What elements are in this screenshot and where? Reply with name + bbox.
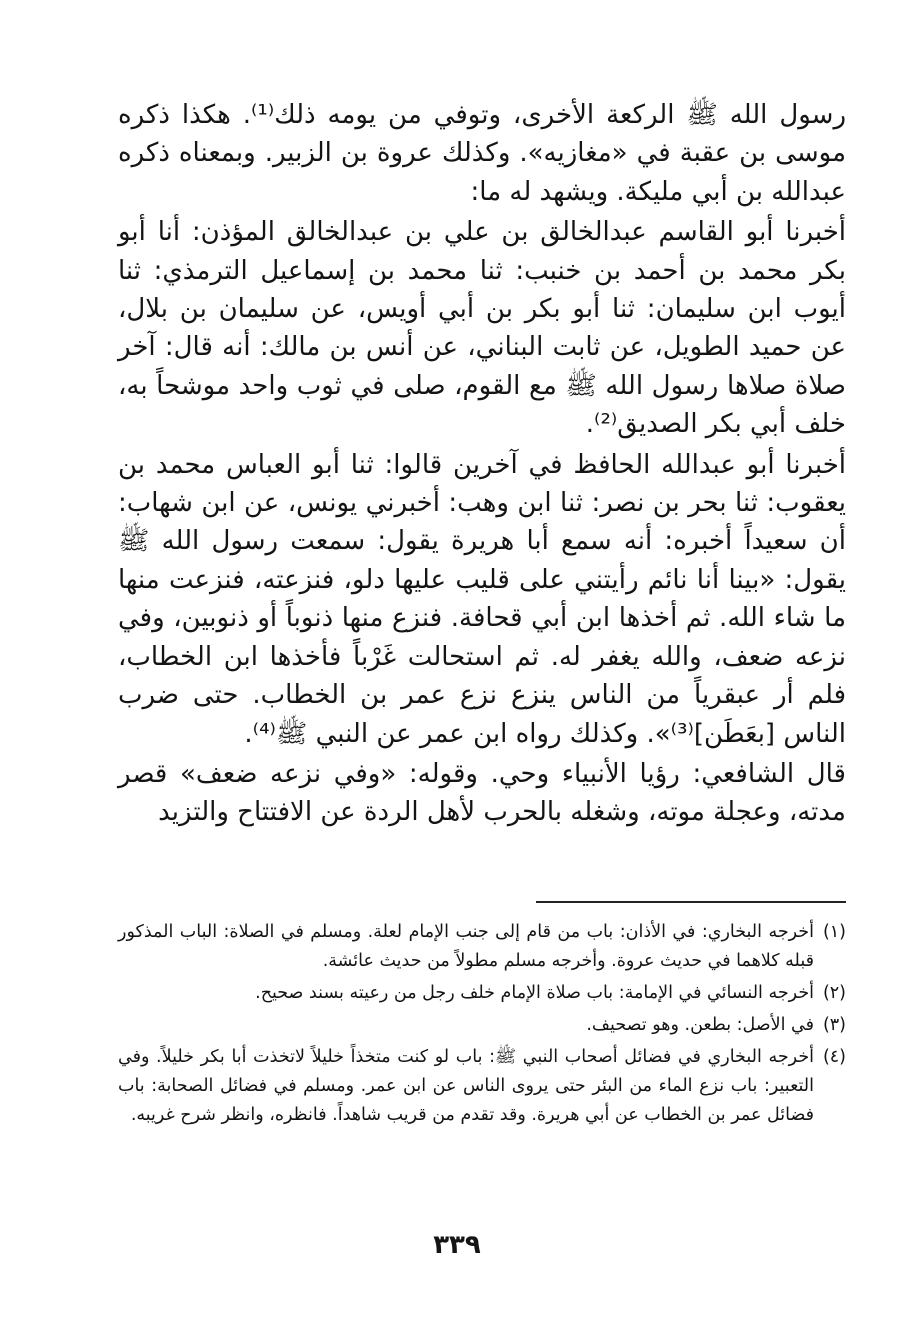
footnote-separator [536, 901, 846, 903]
book-page [118, 96, 846, 1125]
main-text [118, 96, 846, 832]
footnote [118, 1011, 846, 1040]
footnote-number: (٤) [822, 1047, 846, 1067]
page-number: ٣٣٩ [433, 1230, 481, 1260]
footnote-number: (٢) [822, 983, 846, 1003]
footnote-number: (١) [822, 922, 846, 942]
footnote [118, 1043, 846, 1130]
paragraph: قال الشافعي: رؤيا الأنبياء وحي. وقوله: «وفي نزعه ضعف» قصر مدته، وعجلة موته، وشغله بالحرب لأهل الردة عن الافتتاح والتزيد [118, 758, 846, 828]
paragraph: رسول الله ﷺ الركعة الأخرى، وتوفي من يومه ذلك⁽¹⁾. هكذا ذكره موسى بن عقبة في «مغازيه». وكذلك عروة بن الزبير. وبمعناه ذكره عبدالله بن أبي مليكة. ويشهد له ما: [118, 100, 846, 207]
footnote-number: (٣) [822, 1015, 846, 1035]
footnote-text: أخرجه النسائي في الإمامة: باب صلاة الإمام خلف رجل من رعيته بسند صحيح. [255, 983, 814, 1003]
paragraph: أخبرنا أبو عبدالله الحافظ في آخرين قالوا: ثنا أبو العباس محمد بن يعقوب: ثنا بحر بن نصر: ثنا ابن وهب: أخبرني يونس، عن ابن شهاب: أن سعيداً أخبره: أنه سمع أبا هريرة يقول: سمعت رسول الله ﷺ يقول: «بينا أنا نائم رأيتني على قليب عليها دلو، فنزعته، فنزعت منها ما شاء الله. ثم أخذها ابن أبي قحافة. فنزع منها ذنوباً أو ذنوبين، وفي نزعه ضعف، والله يغفر له. ثم استحالت غَرْباً فأخذها ابن الخطاب، فلم أر عبقرياً من الناس ينزع نزع عمر بن الخطاب. حتى ضرب الناس [بعَطَن]⁽³⁾». وكذلك رواه ابن عمر عن النبي ﷺ⁽⁴⁾. [118, 449, 846, 749]
paragraph: أخبرنا أبو القاسم عبدالخالق بن علي بن عبدالخالق المؤذن: أنا أبو بكر محمد بن أحمد بن خنبب: ثنا محمد بن إسماعيل الترمذي: ثنا أيوب ابن سليمان: ثنا أبو بكر بن أبي أويس، عن سليمان بن بلال، عن حميد الطويل، عن ثابت البناني، عن أنس بن مالك: أنه قال: آخر صلاة صلاها رسول الله ﷺ مع القوم، صلى في ثوب واحد موشحاً به، خلف أبي بكر الصديق⁽²⁾. [118, 217, 846, 440]
footnote-text: أخرجه البخاري في فضائل أصحاب النبي ﷺ: باب لو كنت متخذاً خليلاً لاتخذت أبا بكر خليلاً. وفي التعبير: باب نزع الماء من البئر حتى يروى الناس عن ابن عمر. ومسلم في فضائل الصحابة: باب فضائل عمر بن الخطاب عن أبي هريرة. وقد تقدم من قريب شاهداً. فانظره، وانظر شرح غريبه. [118, 1047, 814, 1125]
footnote [118, 918, 846, 976]
footnotes [118, 918, 846, 1133]
footnote-text: أخرجه البخاري: في الأذان: باب من قام إلى جنب الإمام لعلة. ومسلم في الصلاة: الباب المذكور قبله كلاهما في حديث عروة. وأخرجه مسلم مطولاً من حديث عائشة. [118, 922, 814, 971]
footnote-text: في الأصل: بطعن. وهو تصحيف. [586, 1015, 814, 1035]
footnote [118, 979, 846, 1008]
